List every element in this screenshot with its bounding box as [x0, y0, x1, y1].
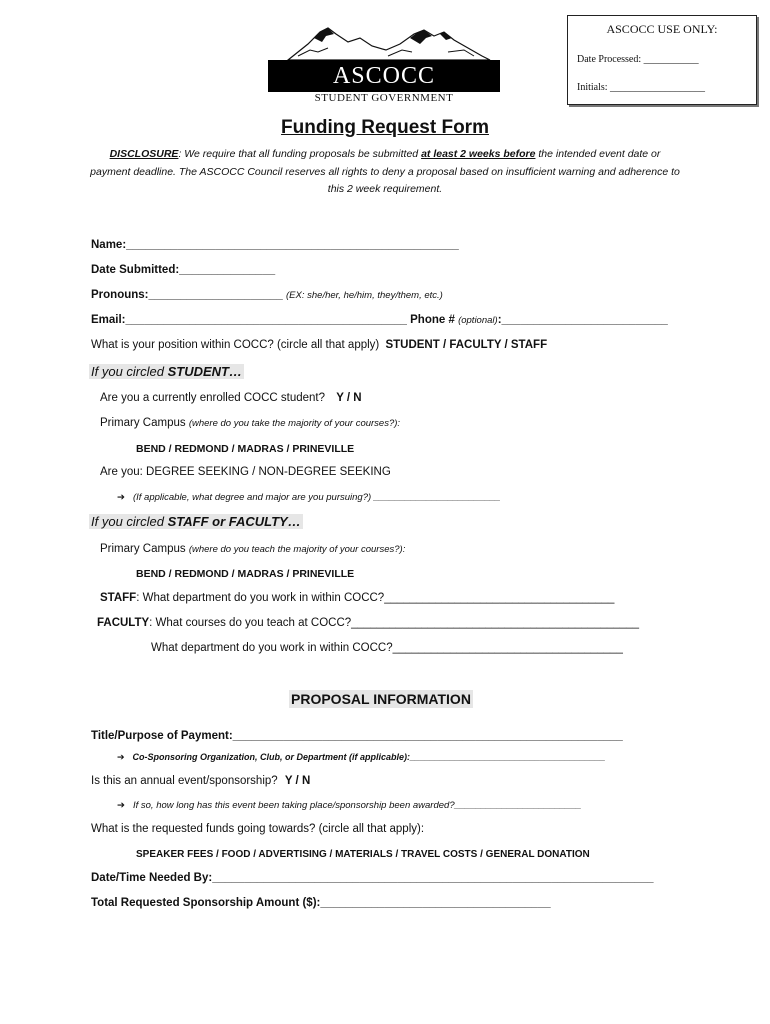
funds-options[interactable]: SPEAKER FEES / FOOD / ADVERTISING / MATERIALS / TRAVEL COSTS / GENERAL DONATION	[136, 849, 590, 860]
degree-major-row	[117, 492, 501, 503]
staff-campus-options[interactable]: BEND / REDMOND / MADRAS / PRINEVILLE	[136, 568, 355, 580]
enrolled-question: Are you a currently enrolled COCC student?	[100, 392, 325, 404]
faculty-department-field[interactable]: What department do you work in within COCC?____________________________________	[151, 642, 623, 654]
logo-subtitle: STUDENT GOVERNMENT	[314, 92, 454, 104]
enrolled-yn[interactable]: Y / N	[336, 392, 362, 404]
staff-section-heading	[89, 513, 303, 531]
disclosure-label: DISCLOSURE	[109, 148, 179, 160]
faculty-courses-row	[97, 617, 639, 629]
proposal-heading: PROPOSAL INFORMATION	[291, 691, 471, 707]
staff-heading-prefix: If you circled	[91, 514, 168, 529]
student-campus-row	[100, 417, 400, 429]
faculty-courses-field[interactable]: : What courses do you teach at COCC?_____________________________________________	[149, 617, 639, 629]
staff-department-field[interactable]: : What department do you work in within COCC?____________________________________	[136, 592, 615, 604]
name-field[interactable]: Name:____________________________________________________	[91, 239, 459, 251]
pronouns-hint: (EX: she/her, he/him, they/them, etc.)	[286, 290, 443, 301]
use-only-title: ASCOCC USE ONLY:	[606, 22, 718, 36]
arrow-icon: ➔	[117, 752, 125, 762]
cosponsor-field[interactable]: Co-Sponsoring Organization, Club, or Department (if applicable):_______________________________________	[132, 752, 606, 762]
staff-campus-question: Primary Campus	[100, 543, 186, 555]
ascocc-logo	[268, 22, 500, 106]
position-options[interactable]: STUDENT / FACULTY / STAFF	[385, 339, 548, 351]
student-heading-bold: STUDENT…	[167, 364, 242, 379]
how-long-row	[117, 800, 581, 811]
pronouns-field[interactable]: Pronouns:_____________________	[91, 289, 283, 301]
phone-label: Phone #	[410, 314, 455, 326]
staff-heading-label	[89, 514, 303, 529]
email-field[interactable]: Email:____________________________________________	[91, 314, 407, 326]
annual-question: Is this an annual event/sponsorship?	[91, 775, 278, 787]
staff-heading-bold: STAFF or FACULTY…	[167, 514, 301, 529]
student-campus-question: Primary Campus	[100, 417, 186, 429]
date-needed-field[interactable]: Date/Time Needed By:_____________________________________________________________________	[91, 872, 654, 884]
enrolled-row	[100, 392, 362, 404]
email-phone-row	[91, 314, 668, 326]
funds-question: What is the requested funds going towards? (circle all that apply):	[91, 823, 425, 835]
student-heading-prefix: If you circled	[91, 364, 168, 379]
disclosure-text-part1: : We require that all funding proposals be submitted	[178, 148, 422, 160]
date-processed-field[interactable]: Date Processed: ___________	[577, 54, 699, 65]
disclosure-text-part2: the intended event date or payment deadline. The ASCOCC Council reserves all rights to deny a proposal based on insufficient warning and adherence to this 2 week requirement.	[90, 148, 680, 195]
total-amount-field[interactable]: Total Requested Sponsorship Amount ($):____________________________________	[91, 897, 551, 909]
title-purpose-field[interactable]: Title/Purpose of Payment:_____________________________________________________________	[91, 730, 623, 742]
initials-field[interactable]: Initials: ___________________	[577, 82, 706, 93]
mountains-icon	[268, 22, 500, 62]
student-heading-label	[89, 364, 244, 379]
student-campus-hint: (where do you take the majority of your courses?):	[188, 418, 401, 429]
staff-campus-hint: (where do you teach the majority of your courses?):	[188, 544, 406, 555]
annual-row	[91, 775, 310, 787]
arrow-icon: ➔	[117, 800, 125, 811]
use-only-box	[567, 15, 757, 105]
position-row	[91, 339, 547, 351]
date-submitted-field[interactable]: Date Submitted:_______________	[91, 264, 276, 276]
student-campus-options[interactable]: BEND / REDMOND / MADRAS / PRINEVILLE	[136, 443, 355, 455]
logo-name: ASCOCC	[268, 60, 500, 92]
cosponsor-row	[117, 752, 605, 763]
staff-label: STAFF	[100, 592, 137, 604]
position-question: What is your position within COCC? (circle all that apply)	[91, 339, 380, 351]
pronouns-row	[91, 289, 443, 301]
arrow-icon: ➔	[117, 492, 125, 503]
phone-field[interactable]: :__________________________	[497, 314, 668, 326]
degree-question[interactable]: Are you: DEGREE SEEKING / NON-DEGREE SEEKING	[100, 466, 391, 478]
disclosure-text	[90, 146, 680, 199]
page-title: Funding Request Form	[281, 117, 489, 138]
how-long-field[interactable]: If so, how long has this event been taking place/sponsorship been awarded?________________________	[132, 800, 582, 811]
annual-yn[interactable]: Y / N	[284, 775, 311, 787]
disclosure-emphasis: at least 2 weeks before	[421, 148, 536, 160]
student-section-heading	[89, 363, 244, 381]
faculty-label: FACULTY	[97, 617, 150, 629]
phone-optional-hint: (optional)	[458, 315, 498, 326]
staff-department-row	[100, 592, 614, 604]
staff-campus-row	[100, 543, 405, 555]
degree-major-field[interactable]: (If applicable, what degree and major are you pursuing?) ________________________	[132, 492, 501, 503]
